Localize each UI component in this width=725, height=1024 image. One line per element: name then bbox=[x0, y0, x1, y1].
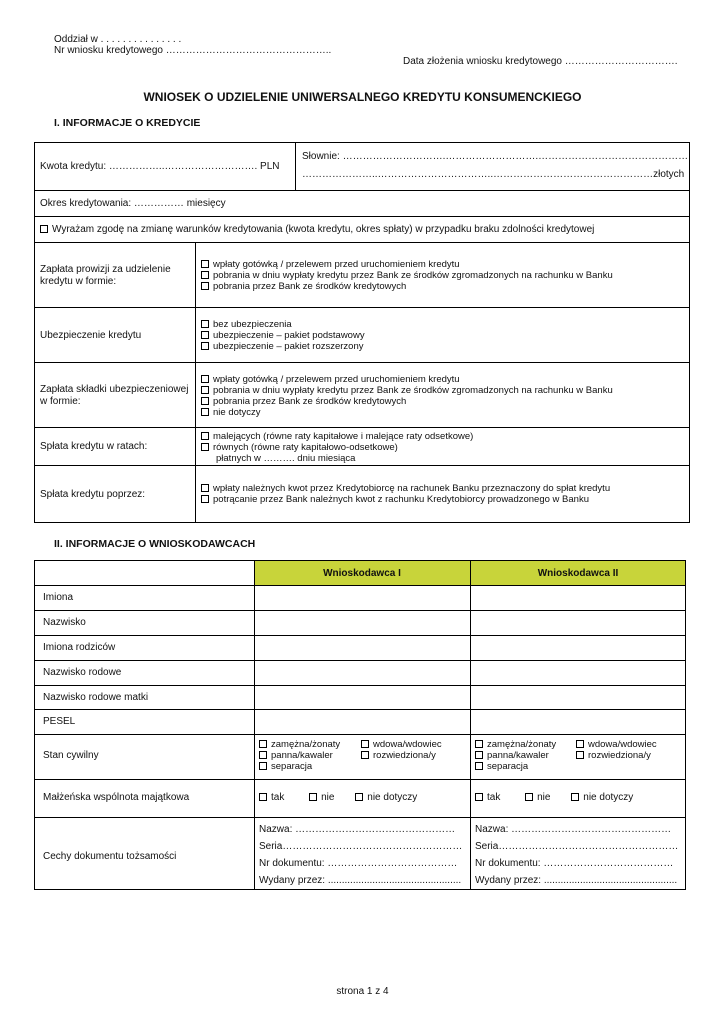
insurance-option-label: ubezpieczenie – pakiet podstawowy bbox=[213, 330, 365, 341]
civil-status-option: panna/kawaler bbox=[487, 750, 549, 761]
premium-option-checkbox[interactable] bbox=[201, 386, 209, 394]
commission-option-checkbox[interactable] bbox=[201, 282, 209, 290]
installments-option-checkbox[interactable] bbox=[201, 443, 209, 451]
insurance-option-label: bez ubezpieczenia bbox=[213, 319, 292, 330]
applicant2-civil-status bbox=[475, 739, 556, 772]
insurance-option-checkbox[interactable] bbox=[201, 320, 209, 328]
installments-option-label: równych (równe raty kapitałowo-odsetkowe) bbox=[213, 442, 398, 453]
page-number: strona 1 z 4 bbox=[336, 986, 389, 997]
applicant1-header: Wnioskodawca I bbox=[323, 568, 401, 579]
row-label-first-names: Imiona bbox=[43, 592, 74, 603]
premium-option-checkbox[interactable] bbox=[201, 408, 209, 416]
civil-status-checkbox[interactable] bbox=[361, 751, 369, 759]
civil-status-checkbox[interactable] bbox=[475, 740, 483, 748]
applicant2-header: Wnioskodawca II bbox=[537, 568, 619, 579]
application-number-field: Nr wniosku kredytowego ………………………………………….. bbox=[54, 45, 332, 56]
commission-option-label: pobrania w dniu wypłaty kredytu przez Bank ze środków zgromadzonych na rachunku w Banku bbox=[213, 270, 613, 281]
civil-status-checkbox[interactable] bbox=[576, 751, 584, 759]
civil-status-option: zamężna/żonaty bbox=[487, 739, 557, 750]
premium-option-checkbox[interactable] bbox=[201, 375, 209, 383]
installments-option-checkbox[interactable] bbox=[201, 432, 209, 440]
row-label-pesel: PESEL bbox=[43, 716, 76, 727]
joint-property-na-checkbox[interactable] bbox=[571, 793, 579, 801]
civil-status-option: separacja bbox=[271, 761, 313, 772]
joint-property-na-label: nie dotyczy bbox=[367, 792, 418, 803]
civil-status-option: separacja bbox=[487, 761, 529, 772]
civil-status-checkbox[interactable] bbox=[259, 740, 267, 748]
applicant1-id-name-field[interactable]: Nazwa: ………………………………………… bbox=[259, 824, 456, 835]
civil-status-option: rozwiedziona/y bbox=[373, 750, 436, 761]
branch-field: Oddział w . . . . . . . . . . . . . . . bbox=[54, 34, 182, 45]
amount-in-words-line1[interactable]: Słownie: ………………………….……………………….……………………………………… bbox=[302, 151, 689, 162]
commission-option-checkbox[interactable] bbox=[201, 260, 209, 268]
civil-status-checkbox[interactable] bbox=[259, 751, 267, 759]
civil-status-option: panna/kawaler bbox=[271, 750, 333, 761]
applicant2-id-number-field[interactable]: Nr dokumentu: ………………………………… bbox=[475, 858, 674, 869]
civil-status-option: wdowa/wdowiec bbox=[373, 739, 442, 750]
applicant1-id-number-field[interactable]: Nr dokumentu: ………………………………… bbox=[259, 858, 458, 869]
applicant1-civil-status bbox=[259, 739, 340, 772]
repayment-option-checkbox[interactable] bbox=[201, 495, 209, 503]
civil-status-option: zamężna/żonaty bbox=[271, 739, 341, 750]
credit-period-field[interactable]: Okres kredytowania: …………… miesięcy bbox=[40, 198, 226, 209]
applicant1-civil-status-col2 bbox=[361, 739, 442, 761]
premium-option-checkbox[interactable] bbox=[201, 397, 209, 405]
civil-status-checkbox[interactable] bbox=[576, 740, 584, 748]
applicant1-id-issuer-field[interactable]: Wydany przez: ................................................ bbox=[259, 875, 462, 886]
installments-label: Spłata kredytu w ratach: bbox=[40, 441, 148, 452]
repayment-option-checkbox[interactable] bbox=[201, 484, 209, 492]
commission-label: Zapłata prowizji za udzielenie kredytu w formie: bbox=[40, 264, 171, 287]
submission-date-field: Data złożenia wniosku kredytowego ……………………………. bbox=[403, 56, 678, 67]
civil-status-checkbox[interactable] bbox=[259, 762, 267, 770]
row-label-surname: Nazwisko bbox=[43, 617, 86, 628]
insurance-label: Ubezpieczenie kredytu bbox=[40, 330, 142, 341]
commission-option-label: pobrania przez Bank ze środków kredytowych bbox=[213, 281, 407, 292]
joint-property-na-label: nie dotyczy bbox=[583, 792, 634, 803]
joint-property-no-label: nie bbox=[321, 792, 335, 803]
consent-label: Wyrażam zgodę na zmianę warunków kredytowania (kwota kredytu, okres spłaty) w przypadku braku zdolności kredytowej bbox=[52, 224, 595, 235]
joint-property-yes-checkbox[interactable] bbox=[475, 793, 483, 801]
civil-status-label: Stan cywilny bbox=[43, 750, 99, 761]
applicant1-joint-property bbox=[259, 792, 417, 803]
row-label-parents-names: Imiona rodziców bbox=[43, 642, 116, 653]
premium-options bbox=[201, 374, 613, 418]
repayment-option-label: wpłaty należnych kwot przez Kredytobiorcę na rachunek Banku przeznaczony do spłat kredytu bbox=[213, 483, 611, 494]
applicant2-id-name-field[interactable]: Nazwa: ………………………………………… bbox=[475, 824, 672, 835]
civil-status-option: wdowa/wdowiec bbox=[588, 739, 657, 750]
joint-property-label: Małżeńska wspólnota majątkowa bbox=[43, 792, 190, 803]
commission-options bbox=[201, 259, 613, 292]
applicant2-civil-status-col2 bbox=[576, 739, 657, 761]
joint-property-no-label: nie bbox=[537, 792, 551, 803]
installments-option-label: malejących (równe raty kapitałowe i malejące raty odsetkowe) bbox=[213, 431, 474, 442]
credit-amount-field[interactable]: Kwota kredytu: ……………..………………………. PLN bbox=[40, 161, 280, 172]
row-label-maiden-name: Nazwisko rodowe bbox=[43, 667, 122, 678]
premium-option-label: pobrania przez Bank ze środków kredytowych bbox=[213, 396, 407, 407]
section2-heading: II. INFORMACJE O WNIOSKODAWCACH bbox=[54, 538, 256, 550]
premium-option-label: wpłaty gotówką / przelewem przed uruchomieniem kredytu bbox=[213, 374, 460, 385]
civil-status-option: rozwiedziona/y bbox=[588, 750, 651, 761]
commission-option-label: wpłaty gotówką / przelewem przed uruchomieniem kredytu bbox=[213, 259, 460, 270]
repayment-label: Spłata kredytu poprzez: bbox=[40, 489, 146, 500]
applicant2-joint-property bbox=[475, 792, 633, 803]
section1-heading: I. INFORMACJE O KREDYCIE bbox=[54, 117, 201, 129]
applicant1-first-names-input[interactable] bbox=[255, 586, 469, 610]
premium-option-label: nie dotyczy bbox=[213, 407, 261, 418]
id-document-label: Cechy dokumentu tożsamości bbox=[43, 851, 177, 862]
civil-status-checkbox[interactable] bbox=[475, 762, 483, 770]
joint-property-yes-label: tak bbox=[487, 792, 501, 803]
joint-property-yes-label: tak bbox=[271, 792, 285, 803]
page-title: WNIOSEK O UDZIELENIE UNIWERSALNEGO KREDYTU KONSUMENCKIEGO bbox=[143, 90, 582, 104]
insurance-option-label: ubezpieczenie – pakiet rozszerzony bbox=[213, 341, 364, 352]
joint-property-no-checkbox[interactable] bbox=[525, 793, 533, 801]
repayment-options bbox=[201, 483, 610, 505]
amount-in-words-line2[interactable]: …………………..……………………………..…………………………………………złotych bbox=[302, 169, 685, 180]
applicant2-id-issuer-field[interactable]: Wydany przez: ................................................ bbox=[475, 875, 678, 886]
repayment-option-label: potrącanie przez Bank należnych kwot z rachunku Kredytobiorcy prowadzonego w Banku bbox=[213, 494, 589, 505]
commission-option-checkbox[interactable] bbox=[201, 271, 209, 279]
installments-options bbox=[201, 431, 473, 464]
joint-property-na-checkbox[interactable] bbox=[355, 793, 363, 801]
premium-option-label: pobrania w dniu wypłaty kredytu przez Bank ze środków zgromadzonych na rachunku w Banku bbox=[213, 385, 613, 396]
row-label-mother-maiden-name: Nazwisko rodowe matki bbox=[43, 692, 149, 703]
joint-property-no-checkbox[interactable] bbox=[309, 793, 317, 801]
insurance-options bbox=[201, 319, 365, 352]
consent-checkbox[interactable] bbox=[40, 225, 48, 233]
premium-label: Zapłata składki ubezpieczeniowej w formie: bbox=[40, 384, 189, 407]
applicant2-id-series-field[interactable]: Seria……………………………………………… bbox=[475, 841, 679, 852]
consent-row bbox=[40, 224, 594, 235]
joint-property-yes-checkbox[interactable] bbox=[259, 793, 267, 801]
civil-status-checkbox[interactable] bbox=[361, 740, 369, 748]
installments-due-day[interactable]: płatnych w ………. dniu miesiąca bbox=[216, 453, 356, 464]
insurance-option-checkbox[interactable] bbox=[201, 331, 209, 339]
insurance-option-checkbox[interactable] bbox=[201, 342, 209, 350]
applicant2-first-names-input[interactable] bbox=[471, 586, 685, 610]
applicant1-id-series-field[interactable]: Seria……………………………………………… bbox=[259, 841, 463, 852]
civil-status-checkbox[interactable] bbox=[475, 751, 483, 759]
